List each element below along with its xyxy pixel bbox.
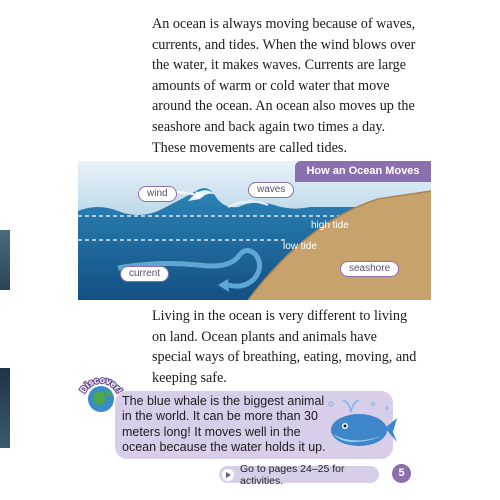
arrow-right-icon (222, 469, 234, 481)
wind-label: wind (138, 186, 177, 202)
low-tide-label: low tide (283, 241, 317, 252)
discover-fact-text: The blue whale is the biggest animal in the world. It can be more than 30 meters long! It moves well in the ocean because the water holds it up. (122, 394, 326, 455)
current-label: current (120, 266, 169, 282)
page-edge-image-top (0, 230, 10, 290)
seashore-label: seashore (340, 261, 399, 277)
ocean-movement-diagram (78, 161, 431, 300)
diagram-title: How an Ocean Moves (295, 161, 431, 182)
activities-link[interactable] (219, 462, 379, 487)
discover-badge-icon (78, 375, 124, 415)
page-edge-image-bottom (0, 368, 10, 448)
ocean-life-paragraph: Living in the ocean is very different to living on land. Ocean plants and animals have special ways of breathing, eating, moving, and keeping safe. (152, 308, 417, 386)
intro-paragraph: An ocean is always moving because of waves, currents, and tides. When the wind blows over the water, it makes waves. Currents are large amounts of warm or cold water that move around the ocean. An ocean also moves up the seashore and back again two times a day. These movements are called tides. (152, 16, 416, 156)
waves-label: waves (248, 182, 294, 198)
page-number: 5 (392, 464, 411, 483)
high-tide-label: high tide (311, 220, 349, 231)
discover-badge-text: Discover! (78, 375, 124, 395)
activities-link-label: Go to pages 24–25 for activities. (240, 462, 345, 487)
blue-whale-icon (323, 394, 399, 454)
